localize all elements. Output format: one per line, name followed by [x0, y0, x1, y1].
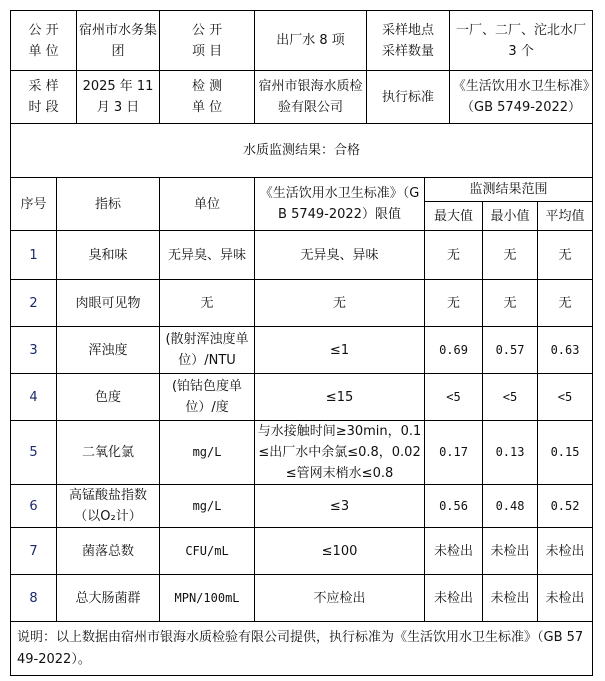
table-row [11, 575, 593, 622]
row-max: <5 [425, 374, 483, 421]
col-indicator: 指标 [57, 178, 160, 231]
row-limit: ≤15 [255, 374, 425, 421]
row-indicator: 色度 [57, 374, 160, 421]
row-unit: (铂钴色度单位）/度 [160, 374, 255, 421]
row-unit: MPN/100mL [160, 575, 255, 622]
sampling-period: 2025 年 11月 3 日 [77, 71, 160, 124]
table-row [11, 327, 593, 374]
row-max: 无 [425, 231, 483, 280]
row-no: 5 [11, 421, 57, 485]
row-avg: 未检出 [538, 528, 593, 575]
row-no: 7 [11, 528, 57, 575]
row-limit: 不应检出 [255, 575, 425, 622]
table-row [11, 374, 593, 421]
row-limit: ≤3 [255, 485, 425, 528]
row-indicator: 高锰酸盐指数（以O₂计） [57, 485, 160, 528]
row-no: 4 [11, 374, 57, 421]
row-avg: 无 [538, 231, 593, 280]
col-unit: 单位 [160, 178, 255, 231]
row-limit: 无异臭、异味 [255, 231, 425, 280]
table-row [11, 280, 593, 327]
row-indicator: 二氧化氯 [57, 421, 160, 485]
row-unit: 无异臭、异味 [160, 231, 255, 280]
row-avg: <5 [538, 374, 593, 421]
label-publish-item: 公 开 项 目 [160, 11, 255, 71]
row-max: 0.17 [425, 421, 483, 485]
row-limit: 无 [255, 280, 425, 327]
row-min: 0.48 [483, 485, 538, 528]
row-max: 未检出 [425, 528, 483, 575]
row-unit: 无 [160, 280, 255, 327]
col-max: 最大值 [425, 202, 483, 231]
row-unit: (散射浑浊度单位）/NTU [160, 327, 255, 374]
label-publish-unit: 公 开 单 位 [11, 11, 77, 71]
row-no: 3 [11, 327, 57, 374]
label-standard: 执行标准 [367, 71, 450, 124]
row-avg: 0.52 [538, 485, 593, 528]
row-avg: 无 [538, 280, 593, 327]
water-quality-table [10, 10, 593, 676]
col-no: 序号 [11, 178, 57, 231]
sampling-site: 一厂、二厂、沱北水厂3 个 [450, 11, 593, 71]
label-sampling-site: 采样地点 采样数量 [367, 11, 450, 71]
row-unit: mg/L [160, 485, 255, 528]
table-row [11, 485, 593, 528]
row-limit: ≤100 [255, 528, 425, 575]
row-avg: 未检出 [538, 575, 593, 622]
row-indicator: 总大肠菌群 [57, 575, 160, 622]
label-sampling-period: 采 样 时 段 [11, 71, 77, 124]
row-no: 2 [11, 280, 57, 327]
row-min: 无 [483, 231, 538, 280]
row-indicator: 肉眼可见物 [57, 280, 160, 327]
info-row-2 [11, 71, 593, 124]
row-min: 未检出 [483, 528, 538, 575]
row-no: 6 [11, 485, 57, 528]
col-avg: 平均值 [538, 202, 593, 231]
result-summary: 水质监测结果：合格 [11, 124, 593, 178]
info-row-1 [11, 11, 593, 71]
row-min: 0.13 [483, 421, 538, 485]
row-indicator: 浑浊度 [57, 327, 160, 374]
row-min: 0.57 [483, 327, 538, 374]
row-avg: 0.63 [538, 327, 593, 374]
standard: 《生活饮用水卫生标准》（GB 5749-2022） [450, 71, 593, 124]
publish-item: 出厂水 8 项 [255, 11, 367, 71]
row-limit: ≤1 [255, 327, 425, 374]
row-max: 0.69 [425, 327, 483, 374]
row-min: 未检出 [483, 575, 538, 622]
row-min: 无 [483, 280, 538, 327]
publish-unit: 宿州市水务集团 [77, 11, 160, 71]
note: 说明：以上数据由宿州市银海水质检验有限公司提供，执行标准为《生活饮用水卫生标准》（GB 5749-2022）。 [11, 622, 593, 676]
row-max: 0.56 [425, 485, 483, 528]
row-unit: mg/L [160, 421, 255, 485]
row-limit: 与水接触时间≥30min，0.1≤出厂水中余氯≤0.8，0.02≤管网末梢水≤0.8 [255, 421, 425, 485]
row-max: 无 [425, 280, 483, 327]
table-row [11, 421, 593, 485]
col-range: 监测结果范围 [425, 178, 593, 202]
row-no: 8 [11, 575, 57, 622]
row-indicator: 菌落总数 [57, 528, 160, 575]
row-max: 未检出 [425, 575, 483, 622]
table-row [11, 231, 593, 280]
col-limit: 《生活饮用水卫生标准》（GB 5749-2022）限值 [255, 178, 425, 231]
label-testing-unit: 检 测 单 位 [160, 71, 255, 124]
table-row [11, 528, 593, 575]
row-avg: 0.15 [538, 421, 593, 485]
row-unit: CFU/mL [160, 528, 255, 575]
testing-unit: 宿州市银海水质检验有限公司 [255, 71, 367, 124]
row-indicator: 臭和味 [57, 231, 160, 280]
row-no: 1 [11, 231, 57, 280]
column-header-row [11, 178, 593, 202]
col-min: 最小值 [483, 202, 538, 231]
row-min: <5 [483, 374, 538, 421]
